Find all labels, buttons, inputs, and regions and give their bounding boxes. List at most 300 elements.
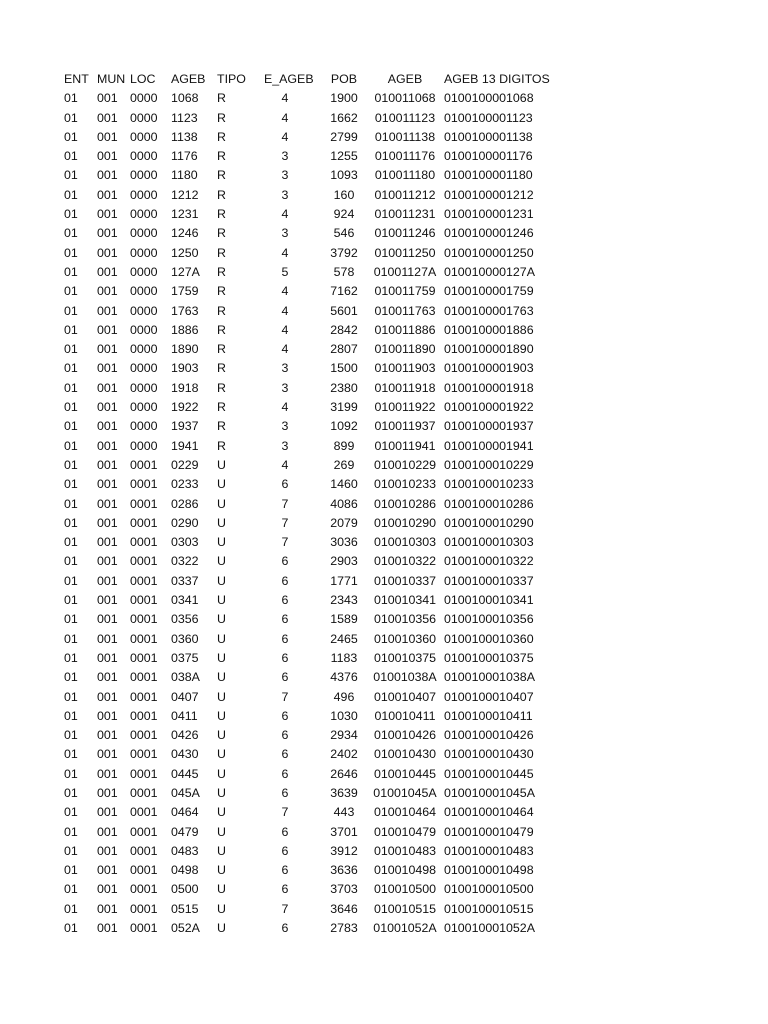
cell-pob: 3701	[330, 824, 358, 839]
cell-ageb-code: 010010290	[373, 515, 437, 530]
cell-ent: 01	[64, 766, 78, 781]
cell-mun: 001	[97, 747, 118, 762]
table-row	[0, 900, 768, 919]
cell-tipo: R	[217, 438, 226, 453]
table-row	[0, 437, 768, 456]
cell-pob: 269	[333, 457, 355, 472]
table-body	[0, 89, 768, 938]
cell-mun: 001	[97, 380, 118, 395]
cell-ent: 01	[64, 631, 78, 646]
table-row	[0, 244, 768, 263]
table-row	[0, 263, 768, 282]
cell-e-ageb: 4	[281, 322, 289, 337]
cell-mun: 001	[97, 322, 118, 337]
cell-ageb: 1890	[171, 342, 199, 357]
cell-mun: 001	[97, 766, 118, 781]
cell-ageb-code: 010011212	[374, 187, 436, 202]
cell-pob: 2842	[330, 322, 358, 337]
cell-ageb-13-digitos: 010010001052A	[444, 921, 535, 936]
cell-mun: 001	[97, 496, 118, 511]
table-row	[0, 186, 768, 205]
cell-ageb: 1138	[171, 129, 198, 144]
cell-ent: 01	[64, 554, 78, 569]
cell-mun: 001	[97, 631, 118, 646]
cell-mun: 001	[97, 284, 118, 299]
cell-ageb-13-digitos: 0100100010426	[444, 728, 534, 743]
cell-ageb-code: 010011246	[374, 226, 436, 241]
cell-tipo: U	[217, 689, 226, 704]
cell-pob: 2807	[330, 342, 358, 357]
cell-ent: 01	[64, 921, 78, 936]
table-row	[0, 340, 768, 359]
cell-ent: 01	[64, 245, 78, 260]
cell-e-ageb: 6	[281, 766, 289, 781]
cell-mun: 001	[97, 708, 118, 723]
header-ageb-code: AGEB	[387, 72, 423, 86]
cell-e-ageb: 4	[281, 457, 289, 472]
cell-ageb-code: 01001052A	[373, 921, 437, 936]
cell-mun: 001	[97, 400, 118, 415]
cell-pob: 1900	[330, 91, 358, 106]
cell-ageb-code: 01001038A	[373, 670, 437, 685]
cell-loc: 0000	[130, 129, 158, 144]
cell-e-ageb: 3	[281, 419, 289, 434]
cell-tipo: R	[217, 284, 226, 299]
cell-pob: 546	[333, 226, 355, 241]
cell-mun: 001	[97, 785, 118, 800]
cell-ent: 01	[64, 91, 78, 106]
cell-ageb-code: 010011231	[374, 207, 436, 222]
cell-pob: 1030	[330, 708, 358, 723]
cell-tipo: R	[217, 149, 226, 164]
cell-e-ageb: 4	[281, 303, 289, 318]
cell-ageb-13-digitos: 0100100010322	[444, 554, 534, 569]
cell-loc: 0000	[130, 438, 158, 453]
cell-tipo: R	[217, 110, 226, 125]
cell-loc: 0000	[130, 361, 158, 376]
cell-tipo: R	[217, 168, 226, 183]
cell-e-ageb: 7	[281, 805, 289, 820]
cell-ageb-13-digitos: 0100100001231	[444, 207, 534, 222]
cell-tipo: U	[217, 863, 226, 878]
cell-ageb-13-digitos: 0100100001903	[444, 361, 534, 376]
cell-ageb: 0233	[171, 477, 199, 492]
table-row	[0, 456, 768, 475]
cell-ent: 01	[64, 149, 78, 164]
cell-ageb-13-digitos: 0100100001941	[444, 438, 534, 453]
cell-pob: 899	[333, 438, 355, 453]
cell-mun: 001	[97, 110, 118, 125]
cell-pob: 1500	[330, 361, 358, 376]
cell-ent: 01	[64, 901, 78, 916]
cell-ageb-13-digitos: 0100100001123	[444, 110, 533, 125]
cell-ageb: 0407	[171, 689, 199, 704]
cell-ageb: 1759	[171, 284, 199, 299]
cell-loc: 0001	[130, 901, 158, 916]
cell-ent: 01	[64, 438, 78, 453]
cell-ageb: 0303	[171, 535, 199, 550]
cell-ent: 01	[64, 380, 78, 395]
cell-e-ageb: 6	[281, 554, 289, 569]
header-loc: LOC	[130, 72, 156, 86]
table-row	[0, 610, 768, 629]
cell-e-ageb: 4	[281, 400, 289, 415]
cell-e-ageb: 4	[281, 110, 289, 125]
cell-loc: 0001	[130, 670, 158, 685]
cell-ageb-13-digitos: 0100100010464	[444, 805, 534, 820]
cell-ageb-code: 010010356	[373, 612, 437, 627]
cell-mun: 001	[97, 245, 118, 260]
cell-loc: 0001	[130, 650, 158, 665]
cell-tipo: R	[217, 187, 226, 202]
cell-loc: 0001	[130, 708, 158, 723]
table-row	[0, 765, 768, 784]
header-e-ageb: E_AGEB	[264, 72, 314, 86]
cell-ent: 01	[64, 573, 78, 588]
table-row	[0, 803, 768, 822]
table-row	[0, 919, 768, 938]
cell-ageb-13-digitos: 0100100010445	[444, 766, 534, 781]
cell-ent: 01	[64, 593, 78, 608]
cell-e-ageb: 3	[281, 226, 289, 241]
cell-ageb-13-digitos: 010010001038A	[444, 670, 535, 685]
cell-pob: 1771	[330, 573, 358, 588]
cell-tipo: U	[217, 824, 226, 839]
cell-ageb-code: 010010337	[373, 573, 437, 588]
cell-ageb-code: 010011918	[374, 380, 436, 395]
cell-ageb-code: 010011922	[374, 400, 436, 415]
cell-pob: 1589	[330, 612, 358, 627]
cell-tipo: U	[217, 554, 226, 569]
cell-pob: 1662	[330, 110, 358, 125]
cell-ageb: 0445	[171, 766, 199, 781]
cell-ageb-code: 010011138	[374, 129, 436, 144]
cell-tipo: R	[217, 91, 226, 106]
cell-e-ageb: 6	[281, 612, 289, 627]
cell-ageb-code: 010010286	[373, 496, 437, 511]
cell-ageb: 0479	[171, 824, 199, 839]
cell-ent: 01	[64, 824, 78, 839]
cell-e-ageb: 6	[281, 824, 289, 839]
cell-tipo: R	[217, 400, 226, 415]
cell-ageb-13-digitos: 0100100010286	[444, 496, 534, 511]
cell-mun: 001	[97, 650, 118, 665]
table-row	[0, 89, 768, 108]
cell-ageb-code: 010010233	[373, 477, 437, 492]
cell-e-ageb: 4	[281, 207, 289, 222]
cell-ageb: 1250	[171, 245, 199, 260]
cell-mun: 001	[97, 689, 118, 704]
cell-mun: 001	[97, 612, 118, 627]
cell-mun: 001	[97, 207, 118, 222]
cell-ageb-code: 010010322	[373, 554, 437, 569]
cell-e-ageb: 4	[281, 91, 289, 106]
cell-ageb: 1176	[171, 149, 198, 164]
header-ent: ENT	[64, 72, 89, 86]
table-row	[0, 475, 768, 494]
header-ageb-13-digitos: AGEB 13 DIGITOS	[444, 72, 550, 86]
cell-e-ageb: 7	[281, 515, 289, 530]
cell-ent: 01	[64, 457, 78, 472]
cell-e-ageb: 6	[281, 670, 289, 685]
cell-ageb-13-digitos: 0100100001068	[444, 91, 534, 106]
cell-e-ageb: 6	[281, 708, 289, 723]
cell-mun: 001	[97, 187, 118, 202]
cell-e-ageb: 6	[281, 882, 289, 897]
cell-ent: 01	[64, 708, 78, 723]
cell-pob: 2799	[330, 129, 358, 144]
cell-ageb-13-digitos: 0100100001922	[444, 400, 534, 415]
cell-ageb-13-digitos: 0100100010483	[444, 843, 534, 858]
cell-loc: 0000	[130, 264, 158, 279]
cell-loc: 0000	[130, 91, 158, 106]
cell-e-ageb: 4	[281, 129, 289, 144]
cell-ageb: 1937	[171, 419, 199, 434]
cell-ageb-code: 010010498	[373, 863, 437, 878]
cell-loc: 0001	[130, 747, 158, 762]
cell-e-ageb: 5	[281, 264, 289, 279]
table-row	[0, 514, 768, 533]
cell-ageb: 0290	[171, 515, 199, 530]
table-row	[0, 668, 768, 687]
cell-ageb-code: 010010479	[373, 824, 437, 839]
cell-tipo: R	[217, 245, 226, 260]
table-row	[0, 128, 768, 147]
cell-ageb: 0515	[171, 901, 199, 916]
cell-ent: 01	[64, 129, 78, 144]
cell-ageb-13-digitos: 0100100010500	[444, 882, 534, 897]
cell-loc: 0001	[130, 496, 158, 511]
table-row	[0, 688, 768, 707]
cell-ageb: 0430	[171, 747, 199, 762]
cell-pob: 4376	[330, 670, 358, 685]
cell-ent: 01	[64, 882, 78, 897]
header-ageb: AGEB	[171, 72, 206, 86]
cell-tipo: U	[217, 708, 226, 723]
cell-mun: 001	[97, 264, 118, 279]
table-row	[0, 321, 768, 340]
cell-ent: 01	[64, 535, 78, 550]
cell-e-ageb: 3	[281, 380, 289, 395]
table-row	[0, 533, 768, 552]
cell-mun: 001	[97, 419, 118, 434]
cell-mun: 001	[97, 728, 118, 743]
cell-ageb-13-digitos: 0100100010430	[444, 747, 534, 762]
cell-loc: 0000	[130, 342, 158, 357]
cell-e-ageb: 3	[281, 149, 289, 164]
cell-mun: 001	[97, 91, 118, 106]
cell-ent: 01	[64, 863, 78, 878]
cell-ageb-13-digitos: 0100100010290	[444, 515, 534, 530]
cell-mun: 001	[97, 477, 118, 492]
cell-mun: 001	[97, 361, 118, 376]
cell-tipo: U	[217, 535, 226, 550]
cell-tipo: R	[217, 342, 226, 357]
cell-ent: 01	[64, 207, 78, 222]
table-row	[0, 205, 768, 224]
cell-ageb-code: 010011763	[374, 303, 436, 318]
cell-mun: 001	[97, 824, 118, 839]
cell-pob: 2402	[330, 747, 358, 762]
cell-ageb: 127A	[171, 264, 200, 279]
table-row	[0, 707, 768, 726]
cell-mun: 001	[97, 303, 118, 318]
cell-mun: 001	[97, 863, 118, 878]
cell-ageb-13-digitos: 0100100010233	[444, 477, 534, 492]
cell-ageb-code: 010011176	[374, 149, 436, 164]
cell-pob: 3636	[330, 863, 358, 878]
cell-ageb-13-digitos: 0100100010411	[444, 708, 533, 723]
table-row	[0, 880, 768, 899]
cell-ent: 01	[64, 477, 78, 492]
cell-ageb-13-digitos: 0100100010356	[444, 612, 534, 627]
cell-pob: 4086	[330, 496, 358, 511]
table-row	[0, 282, 768, 301]
cell-loc: 0000	[130, 322, 158, 337]
cell-ageb: 0337	[171, 573, 199, 588]
cell-loc: 0001	[130, 921, 158, 936]
cell-ageb-13-digitos: 0100100001138	[444, 129, 533, 144]
cell-ageb-code: 01001127A	[373, 264, 437, 279]
cell-ageb-13-digitos: 0100100010498	[444, 863, 534, 878]
cell-ageb: 045A	[171, 785, 200, 800]
cell-ageb: 0411	[171, 708, 198, 723]
cell-ageb-13-digitos: 010010000127A	[444, 264, 535, 279]
cell-loc: 0001	[130, 477, 158, 492]
cell-ageb: 0464	[171, 805, 199, 820]
cell-pob: 160	[333, 187, 355, 202]
cell-ent: 01	[64, 670, 78, 685]
cell-ageb-13-digitos: 0100100001763	[444, 303, 534, 318]
table-row	[0, 823, 768, 842]
cell-ent: 01	[64, 689, 78, 704]
cell-ageb-code: 010010426	[373, 728, 437, 743]
cell-e-ageb: 6	[281, 573, 289, 588]
cell-tipo: R	[217, 226, 226, 241]
cell-e-ageb: 6	[281, 593, 289, 608]
cell-mun: 001	[97, 805, 118, 820]
cell-ent: 01	[64, 361, 78, 376]
cell-ageb-13-digitos: 0100100010360	[444, 631, 534, 646]
cell-loc: 0001	[130, 573, 158, 588]
cell-ent: 01	[64, 284, 78, 299]
cell-ent: 01	[64, 650, 78, 665]
cell-ageb-code: 010010445	[373, 766, 437, 781]
cell-pob: 2646	[330, 766, 358, 781]
cell-ageb: 1886	[171, 322, 199, 337]
cell-e-ageb: 4	[281, 342, 289, 357]
cell-ageb-code: 010011903	[374, 361, 436, 376]
cell-ageb-code: 010011941	[374, 438, 436, 453]
cell-pob: 1183	[330, 650, 358, 665]
cell-ageb: 0360	[171, 631, 199, 646]
cell-ageb: 1922	[171, 400, 199, 415]
cell-tipo: U	[217, 805, 226, 820]
cell-tipo: U	[217, 477, 226, 492]
cell-pob: 3703	[330, 882, 358, 897]
cell-tipo: U	[217, 747, 226, 762]
cell-tipo: U	[217, 882, 226, 897]
cell-ageb-code: 010011180	[374, 168, 436, 183]
cell-loc: 0000	[130, 245, 158, 260]
cell-ageb: 0426	[171, 728, 199, 743]
cell-tipo: U	[217, 631, 226, 646]
cell-ent: 01	[64, 264, 78, 279]
cell-mun: 001	[97, 226, 118, 241]
cell-ent: 01	[64, 322, 78, 337]
cell-tipo: R	[217, 361, 226, 376]
cell-ageb-13-digitos: 0100100001212	[444, 187, 534, 202]
cell-ageb-13-digitos: 0100100001890	[444, 342, 534, 357]
cell-e-ageb: 6	[281, 631, 289, 646]
cell-ageb: 1903	[171, 361, 199, 376]
cell-ageb-13-digitos: 0100100001759	[444, 284, 534, 299]
table-header-row	[0, 70, 768, 89]
cell-e-ageb: 6	[281, 863, 289, 878]
cell-ageb-13-digitos: 0100100010303	[444, 535, 534, 550]
cell-mun: 001	[97, 149, 118, 164]
cell-ageb-code: 010010515	[373, 901, 437, 916]
cell-e-ageb: 6	[281, 921, 289, 936]
cell-e-ageb: 6	[281, 843, 289, 858]
cell-loc: 0000	[130, 419, 158, 434]
cell-tipo: R	[217, 322, 226, 337]
cell-pob: 3639	[330, 785, 358, 800]
header-tipo: TIPO	[217, 72, 246, 86]
cell-loc: 0001	[130, 824, 158, 839]
cell-ageb: 0341	[171, 593, 199, 608]
cell-ageb-13-digitos: 0100100010337	[444, 573, 534, 588]
table-row	[0, 302, 768, 321]
cell-loc: 0000	[130, 284, 158, 299]
cell-loc: 0001	[130, 554, 158, 569]
cell-ageb: 038A	[171, 670, 200, 685]
cell-ageb: 0322	[171, 554, 199, 569]
cell-tipo: U	[217, 785, 226, 800]
cell-ageb-13-digitos: 0100100001937	[444, 419, 534, 434]
table-row	[0, 630, 768, 649]
cell-e-ageb: 7	[281, 689, 289, 704]
cell-e-ageb: 4	[281, 284, 289, 299]
cell-e-ageb: 6	[281, 477, 289, 492]
cell-pob: 3199	[330, 400, 358, 415]
cell-ageb-13-digitos: 0100100001918	[444, 380, 534, 395]
cell-e-ageb: 4	[281, 245, 289, 260]
cell-tipo: R	[217, 380, 226, 395]
cell-ageb: 1231	[171, 207, 199, 222]
cell-e-ageb: 3	[281, 168, 289, 183]
table-row	[0, 109, 768, 128]
cell-loc: 0000	[130, 400, 158, 415]
cell-loc: 0001	[130, 766, 158, 781]
cell-pob: 3912	[330, 843, 358, 858]
cell-loc: 0001	[130, 863, 158, 878]
cell-ageb-13-digitos: 0100100010407	[444, 689, 534, 704]
cell-ageb-code: 010010411	[374, 708, 436, 723]
cell-loc: 0001	[130, 728, 158, 743]
cell-ent: 01	[64, 747, 78, 762]
cell-ageb-13-digitos: 0100100001246	[444, 226, 534, 241]
cell-ageb: 1246	[171, 226, 199, 241]
cell-ageb-code: 010010360	[373, 631, 437, 646]
cell-mun: 001	[97, 843, 118, 858]
cell-pob: 578	[333, 264, 355, 279]
cell-ent: 01	[64, 342, 78, 357]
cell-ageb-code: 010011937	[374, 419, 436, 434]
cell-ageb-code: 010010375	[373, 650, 437, 665]
cell-mun: 001	[97, 457, 118, 472]
cell-pob: 924	[333, 207, 355, 222]
